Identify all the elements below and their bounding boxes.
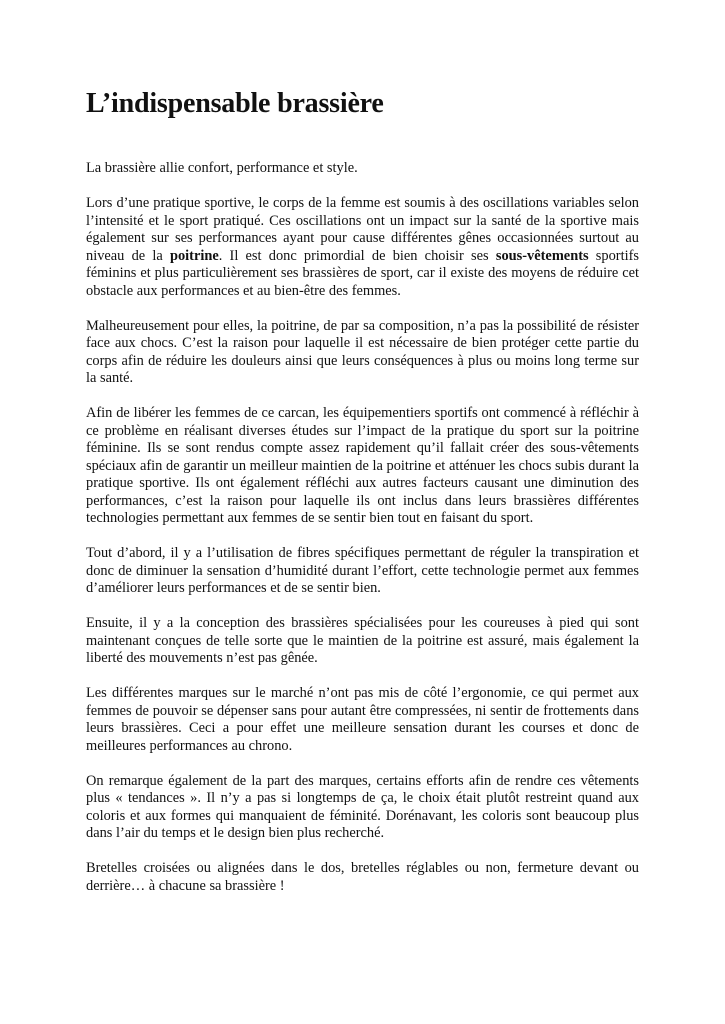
paragraph-5: Ensuite, il y a la conception des brassières spécialisées pour les coureuses à pied qui sont maintenant conçues de telle sorte que le maintien de la poitrine est assuré, mais également la liberté des mouvements n’est pas gênée.: [86, 615, 639, 666]
paragraph-1-text-a: Lors d’une pratique sportive, le corps de la femme est soumis à des oscillations variables selon l’intensité et le sport pratiqué. Ces oscillations ont un impact sur la santé de la sportive mais également sur ses performances ayant pour cause différentes gênes occasionnées surtout au niveau de la: [86, 195, 639, 264]
paragraph-8: Bretelles croisées ou alignées dans le dos, bretelles réglables ou non, fermeture devant ou derrière… à chacune sa brassière !: [86, 860, 639, 894]
keyword-poitrine: poitrine: [169, 247, 219, 264]
paragraph-1-text-b: . Il est donc primordial de bien choisir ses: [218, 247, 496, 264]
paragraph-6: Les différentes marques sur le marché n’ont pas mis de côté l’ergonomie, ce qui permet aux femmes de pouvoir se dépenser sans pour autant être compressées, ni sentir de frottements dans leurs brassières. Ceci a pour effet une meilleure sensation durant les courses et donc de meilleures performances au chrono.: [86, 685, 639, 754]
keyword-sous-vetements: sous-vêtements: [495, 247, 589, 264]
paragraph-2: Malheureusement pour elles, la poitrine, de par sa composition, n’a pas la possibilité de résister face aux chocs. C’est la raison pour laquelle il est nécessaire de bien protéger cette partie du corps afin de réduire les douleurs ainsi que leurs conséquences à plus ou moins long terme sur la santé.: [86, 317, 639, 386]
document-title: L’indispensable brassière: [86, 88, 384, 119]
paragraph-3: Afin de libérer les femmes de ce carcan, les équipementiers sportifs ont commencé à réfléchir à ce problème en réalisant diverses études sur l’impact de la pratique du sport sur la poitrine féminine. Ils se sont rendus compte assez rapidement qu’il fallait créer des sous-vêtements spéciaux afin de garantir un meilleur maintien de la poitrine et atténuer les chocs subis durant la pratique sportive. Ils ont également réfléchi aux autres facteurs causant une diminution des performances, c’est la raison pour laquelle ils ont inclus dans leurs brassières différentes technologies permettant aux femmes de se sentir bien tout en faisant du sport.: [86, 405, 639, 526]
document-page: [86, 84, 639, 913]
paragraph-1-text-c: sportifs féminins et plus particulièrement ses brassières de sport, car il existe des moyens de réduire cet obstacle aux performances et au bien-être des femmes.: [86, 247, 639, 299]
paragraph-4: Tout d’abord, il y a l’utilisation de fibres spécifiques permettant de réguler la transpiration et donc de diminuer la sensation d’humidité durant l’effort, cette technologie permet aux femmes d’améliorer leurs performances et de se sentir bien.: [86, 545, 639, 596]
paragraph-7: On remarque également de la part des marques, certains efforts afin de rendre ces vêtements plus « tendances ». Il n’y a pas si longtemps de ça, le choix était plutôt restreint quand aux coloris et aux formes qui manquaient de féminité. Dorénavant, les coloris sont beaucoup plus dans l’air du temps et le design bien plus recherché.: [86, 772, 639, 841]
paragraph-1: [86, 195, 639, 300]
intro-paragraph: La brassière allie confort, performance et style.: [86, 160, 358, 176]
